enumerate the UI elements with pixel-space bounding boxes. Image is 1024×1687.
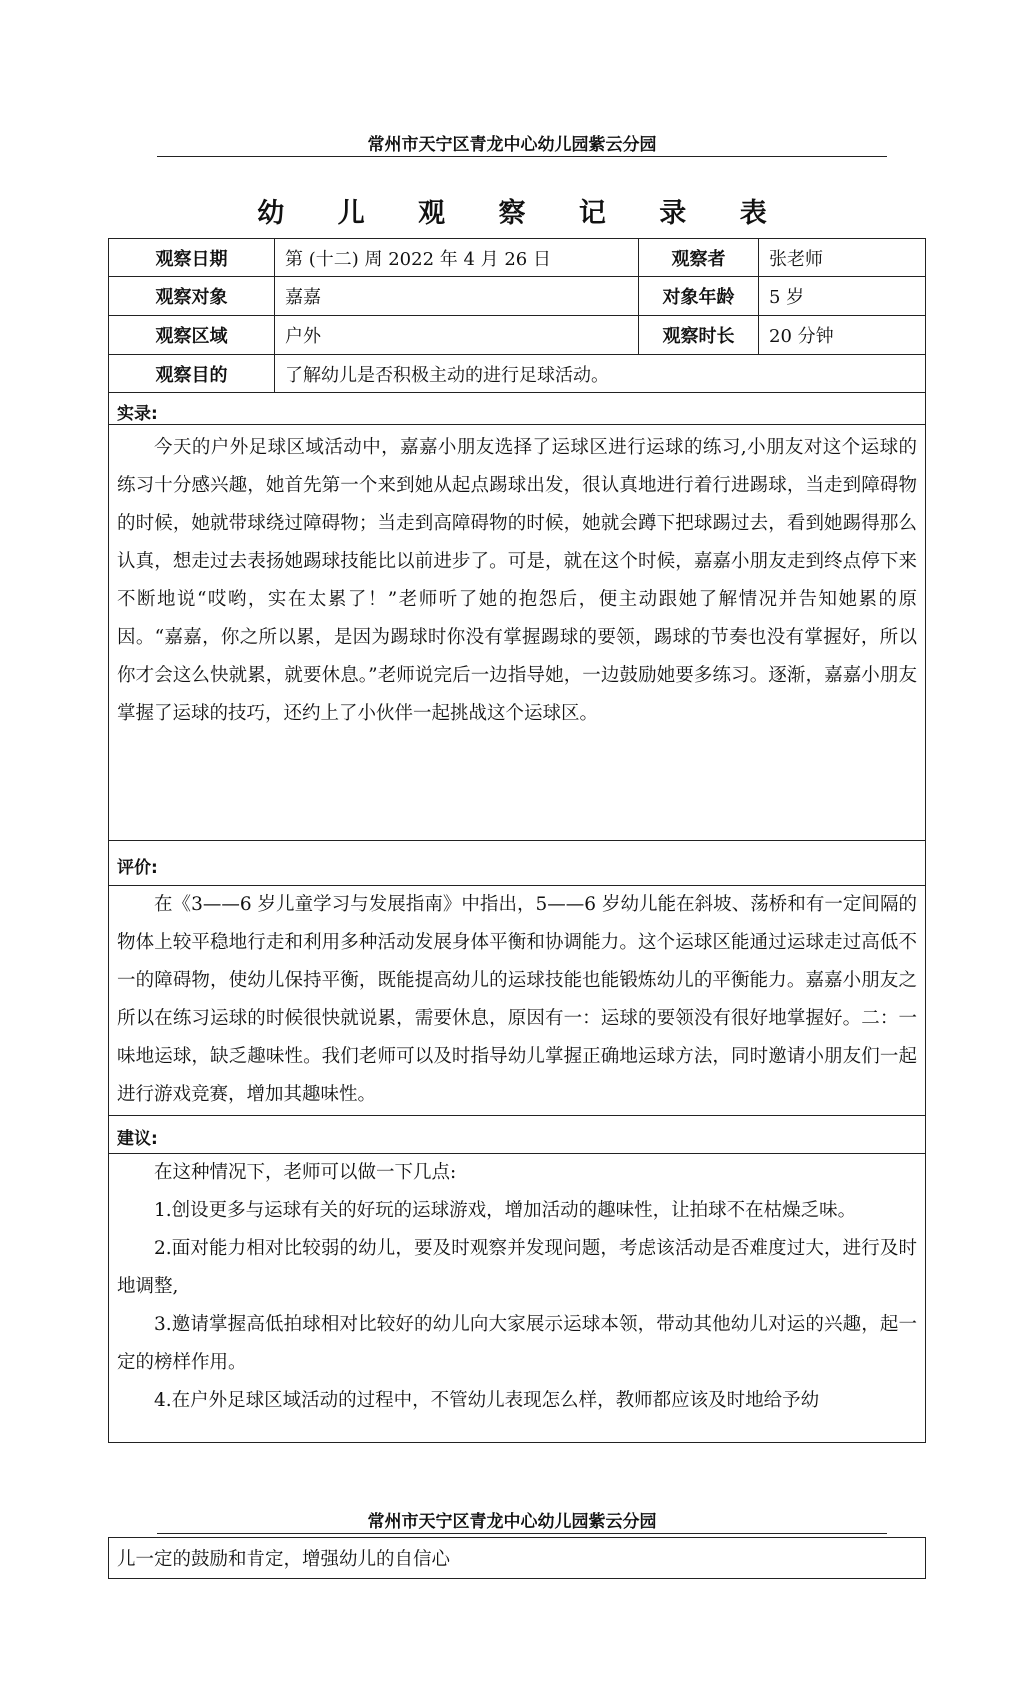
page2-header-rule	[157, 1533, 887, 1534]
suggestions-label: 建议:	[117, 1129, 158, 1149]
area-label: 观察区域	[109, 316, 275, 354]
evaluation-text	[117, 886, 917, 1114]
purpose-label: 观察目的	[109, 355, 275, 392]
suggestion-item-1: 1.创设更多与运球有关的好玩的运球游戏，增加活动的趣味性，让拍球不在枯燥乏味。	[154, 1200, 857, 1221]
record-paragraph: 今天的户外足球区域活动中，嘉嘉小朋友选择了运球区进行运球的练习,小朋友对这个运球的练习十分感兴趣，她首先第一个来到她从起点踢球出发，很认真地进行着行进踢球，当走到障碍物的时候，她就带球绕过障碍物；当走到高障碍物的时候，她就会蹲下把球踢过去，看到她踢得那么认真，想走过去表扬她踢球技能比以前进步了。可是，就在这个时候，嘉嘉小朋友走到终点停下来不断地说“哎哟，实在太累了！”老师听了她的抱怨后，便主动跟她了解情况并告知她累的原因。“嘉嘉，你之所以累，是因为踢球时你没有掌握踢球的要领，踢球的节奏也没有掌握好，所以你才会这么快就累，就要休息。”老师说完后一边指导她，一边鼓励她要多练习。逐渐，嘉嘉小朋友掌握了运球的技巧，还约上了小伙伴一起挑战这个运球区。	[117, 437, 917, 724]
record-header-row	[109, 393, 925, 425]
continuation-box	[108, 1537, 926, 1579]
date-value: 第 (十二) 周 2022 年 4 月 26 日	[275, 239, 639, 276]
record-content-row	[109, 425, 925, 841]
record-text	[117, 429, 917, 733]
row-subject	[109, 277, 925, 316]
duration-value: 20 分钟	[769, 326, 834, 347]
suggestion-item-2: 2.面对能力相对比较弱的幼儿，要及时观察并发现问题，考虑该活动是否难度过大，进行及时地调整,	[117, 1238, 917, 1297]
continuation-text: 儿一定的鼓励和肯定，增强幼儿的自信心	[117, 1549, 451, 1570]
area-value: 户外	[275, 316, 639, 354]
observer-value: 张老师	[769, 248, 823, 270]
row-purpose	[109, 355, 925, 393]
purpose-value: 了解幼儿是否积极主动的进行足球活动。	[285, 364, 609, 386]
page-header: 常州市天宁区青龙中心幼儿园紫云分园	[367, 135, 657, 155]
suggestions-text	[117, 1154, 917, 1420]
evaluation-content-row	[109, 886, 925, 1116]
page2-header: 常州市天宁区青龙中心幼儿园紫云分园	[367, 1512, 657, 1532]
subject-value: 嘉嘉	[275, 277, 639, 315]
evaluation-label: 评价:	[117, 858, 158, 878]
suggestions-header-row	[109, 1116, 925, 1154]
observer-label: 观察者	[639, 239, 759, 276]
observation-form	[108, 238, 926, 1443]
row-area	[109, 316, 925, 355]
suggestions-intro: 在这种情况下，老师可以做一下几点:	[154, 1162, 457, 1183]
form-title: 幼 儿 观 察 记 录 表	[257, 198, 789, 229]
evaluation-header-row	[109, 841, 925, 886]
suggestions-content-row	[109, 1154, 925, 1441]
record-label: 实录:	[117, 404, 158, 424]
row-date	[109, 239, 925, 277]
age-value: 5 岁	[769, 287, 805, 308]
header-rule	[157, 156, 887, 157]
subject-label: 观察对象	[109, 277, 275, 315]
suggestion-item-3: 3.邀请掌握高低拍球相对比较好的幼儿向大家展示运球本领，带动其他幼儿对运的兴趣，起一定的榜样作用。	[117, 1314, 917, 1373]
evaluation-paragraph: 在《3——6 岁儿童学习与发展指南》中指出，5——6 岁幼儿能在斜坡、荡桥和有一定间隔的物体上较平稳地行走和利用多种活动发展身体平衡和协调能力。这个运球区能通过运球走过高低不一的障碍物，使幼儿保持平衡，既能提高幼儿的运球技能也能锻炼幼儿的平衡能力。嘉嘉小朋友之所以在练习运球的时候很快就说累，需要休息，原因有一：运球的要领没有很好地掌握好。二：一味地运球，缺乏趣味性。我们老师可以及时指导幼儿掌握正确地运球方法，同时邀请小朋友们一起进行游戏竞赛，增加其趣味性。	[117, 894, 917, 1105]
date-label: 观察日期	[109, 239, 275, 276]
duration-label: 观察时长	[639, 316, 759, 354]
age-label: 对象年龄	[639, 277, 759, 315]
suggestion-item-4: 4.在户外足球区域活动的过程中，不管幼儿表现怎么样，教师都应该及时地给予幼	[154, 1390, 820, 1411]
